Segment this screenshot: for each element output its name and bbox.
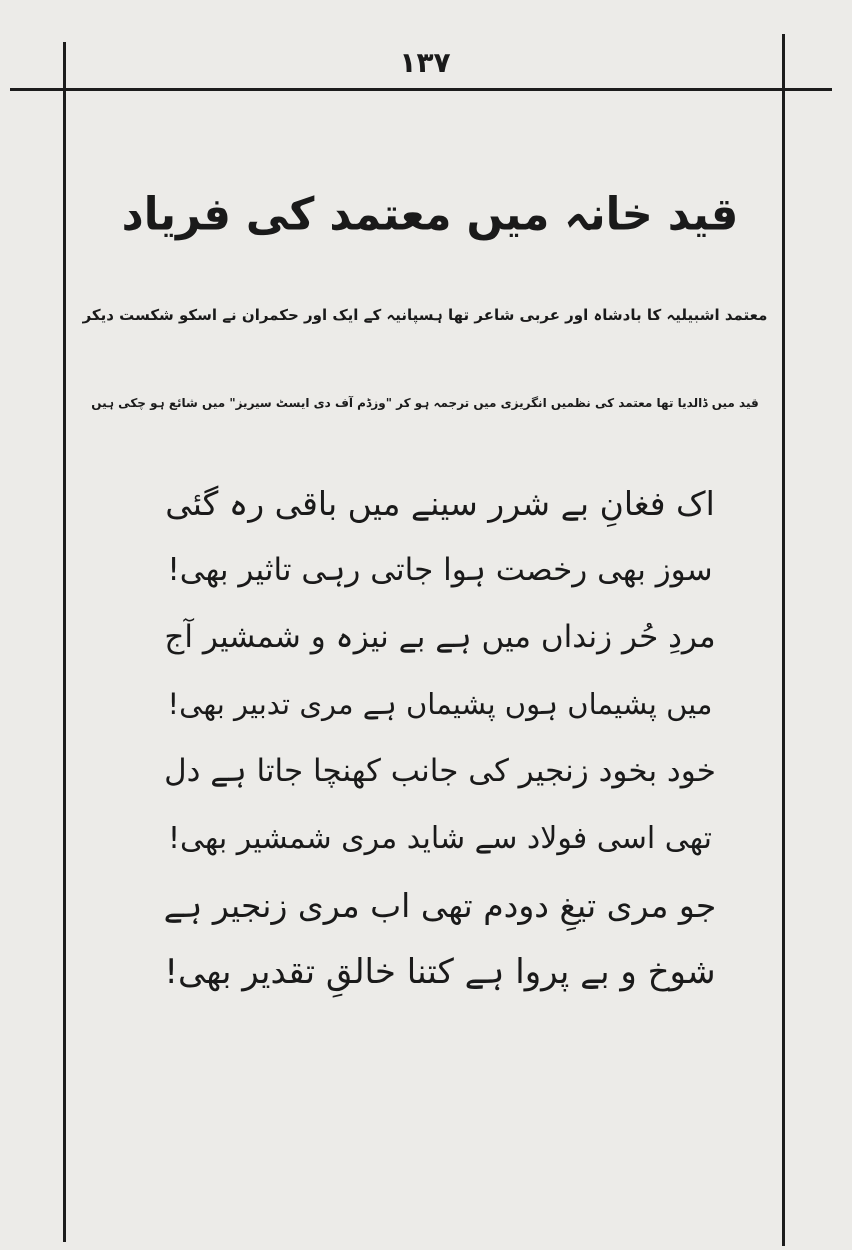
- verse-line-8: شوخ و بے پروا ہے کتنا خالقِ تقدیر بھی!: [164, 952, 716, 992]
- verse-line-4: میں پشیماں ہوں پشیماں ہے مری تدبیر بھی!: [167, 687, 713, 721]
- top-rule: [10, 88, 832, 91]
- verse-line-1: اک فغانِ بے شرر سینے میں باقی رہ گئی: [165, 484, 715, 523]
- intro-line-2: قید میں ڈالدیا تھا معتمد کی نظمیں انگریزی میں ترجمہ ہو کر "وزڈم آف دی ایسٹ سیریز" میں شائع ہو چکی ہیں: [91, 396, 759, 410]
- intro-line-1: معتمد اشبیلیہ کا بادشاہ اور عربی شاعر تھا ہسپانیہ کے ایک اور حکمران نے اسکو شکست دیکر: [82, 306, 768, 324]
- verse-line-7: جو مری تیغِ دودم تھی اب مری زنجیر ہے: [163, 886, 717, 925]
- verse-line-3: مردِ حُر زنداں میں ہے بے نیزہ و شمشیر آج: [164, 619, 716, 655]
- verse-line-2: سوز بھی رخصت ہوا جاتی رہی تاثیر بھی!: [167, 552, 713, 588]
- verse-line-5: خود بخود زنجیر کی جانب کھنچا جاتا ہے دل: [164, 753, 716, 789]
- page-number: ۱۳۷: [399, 46, 451, 79]
- poem-title: قید خانہ میں معتمد کی فریاد: [121, 188, 739, 242]
- verse-line-6: تھی اسی فولاد سے شاید مری شمشیر بھی!: [168, 821, 712, 856]
- right-rule: [782, 34, 785, 1246]
- left-rule: [63, 42, 66, 1242]
- poem-verses: [160, 470, 720, 1006]
